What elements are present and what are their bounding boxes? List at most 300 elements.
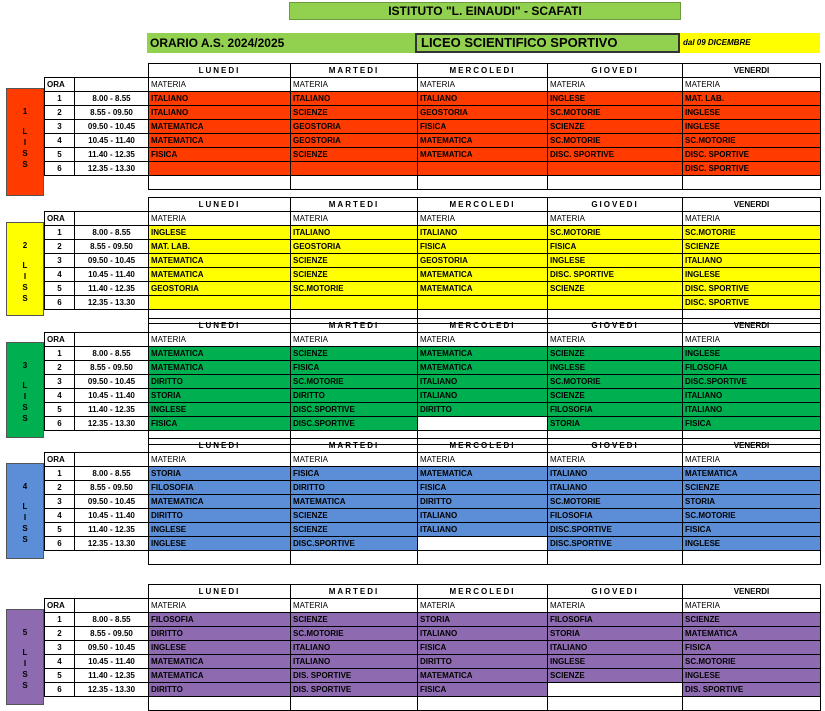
lesson-row <box>45 282 821 296</box>
period-time: 8.00 - 8.55 <box>75 613 149 627</box>
materia-header: MATERIA <box>683 453 821 467</box>
subject-cell <box>418 296 548 310</box>
subject-cell: MATEMATICA <box>149 268 291 282</box>
period-number: 5 <box>45 403 75 417</box>
class-letter: S <box>22 670 28 679</box>
class-letter: S <box>22 414 28 423</box>
materia-header: MATERIA <box>149 78 291 92</box>
subject-cell: FILOSOFIA <box>548 509 683 523</box>
materia-header: MATERIA <box>548 212 683 226</box>
subject-cell: DIRITTO <box>291 481 418 495</box>
day-header-venerdi: VENERDI <box>683 439 821 453</box>
subject-cell: SC.MOTORIE <box>548 226 683 240</box>
subject-cell: ITALIANO <box>149 92 291 106</box>
subject-cell <box>548 683 683 697</box>
subject-cell: MAT. LAB. <box>683 92 821 106</box>
subject-cell: FILOSOFIA <box>548 613 683 627</box>
period-time: 8.55 - 09.50 <box>75 481 149 495</box>
period-number: 2 <box>45 627 75 641</box>
subject-cell: MATEMATICA <box>418 361 548 375</box>
subject-cell: SCIENZE <box>291 613 418 627</box>
subject-cell: DISC.SPORTIVE <box>548 523 683 537</box>
materia-header: MATERIA <box>149 453 291 467</box>
day-header-martedi: MARTEDI <box>291 439 418 453</box>
day-header-venerdi: VENERDI <box>683 198 821 212</box>
day-header-venerdi: VENERDI <box>683 585 821 599</box>
subject-cell: INGLESE <box>548 655 683 669</box>
subject-cell: ITALIANO <box>291 655 418 669</box>
class-label-2 <box>6 222 44 316</box>
subject-cell: INGLESE <box>683 537 821 551</box>
subject-cell: FISICA <box>683 523 821 537</box>
period-time: 10.45 - 11.40 <box>75 134 149 148</box>
subject-cell: DISC. SPORTIVE <box>548 268 683 282</box>
class-letter: I <box>23 272 27 281</box>
period-number: 3 <box>45 254 75 268</box>
class-number: 3 <box>22 361 28 370</box>
institute-title: ISTITUTO "L. EINAUDI" - SCAFATI <box>289 2 681 20</box>
materia-header: MATERIA <box>418 453 548 467</box>
period-time: 11.40 - 12.35 <box>75 403 149 417</box>
period-number: 6 <box>45 417 75 431</box>
lesson-row <box>45 120 821 134</box>
period-number: 2 <box>45 106 75 120</box>
subject-cell <box>548 296 683 310</box>
period-number: 5 <box>45 669 75 683</box>
period-time: 12.35 - 13.30 <box>75 417 149 431</box>
subject-cell: SC.MOTORIE <box>683 509 821 523</box>
subject-cell: STORIA <box>418 613 548 627</box>
lesson-row <box>45 148 821 162</box>
subject-cell: SCIENZE <box>291 268 418 282</box>
day-header-lunedi: LUNEDI <box>149 198 291 212</box>
materia-header: MATERIA <box>683 212 821 226</box>
period-number: 1 <box>45 226 75 240</box>
subject-cell: INGLESE <box>683 347 821 361</box>
lesson-row <box>45 509 821 523</box>
day-header-giovedi: GIOVEDI <box>548 198 683 212</box>
day-header-lunedi: LUNEDI <box>149 585 291 599</box>
day-header-mercoledi: MERCOLEDI <box>418 198 548 212</box>
class-letter: I <box>23 659 27 668</box>
subject-cell: FISICA <box>548 240 683 254</box>
subject-cell: SCIENZE <box>291 254 418 268</box>
lesson-row <box>45 641 821 655</box>
subject-cell: ITALIANO <box>548 467 683 481</box>
subject-cell: DIRITTO <box>149 683 291 697</box>
subject-cell: ITALIANO <box>418 226 548 240</box>
period-number: 3 <box>45 120 75 134</box>
period-number: 5 <box>45 282 75 296</box>
subject-cell: INGLESE <box>683 106 821 120</box>
materia-header: MATERIA <box>149 333 291 347</box>
day-header-giovedi: GIOVEDI <box>548 585 683 599</box>
subject-cell: STORIA <box>548 627 683 641</box>
materia-header: MATERIA <box>291 453 418 467</box>
subject-cell: DIRITTO <box>418 495 548 509</box>
subject-cell: MATEMATICA <box>149 120 291 134</box>
period-number: 4 <box>45 389 75 403</box>
subject-cell: MATEMATICA <box>683 627 821 641</box>
lesson-row <box>45 296 821 310</box>
lesson-row <box>45 627 821 641</box>
subject-cell: DISC.SPORTIVE <box>683 375 821 389</box>
subject-cell: SC.MOTORIE <box>683 134 821 148</box>
period-time: 10.45 - 11.40 <box>75 389 149 403</box>
period-number: 6 <box>45 162 75 176</box>
subject-cell: DISC.SPORTIVE <box>291 417 418 431</box>
period-time: 09.50 - 10.45 <box>75 120 149 134</box>
subject-cell: MATEMATICA <box>418 134 548 148</box>
subject-cell: MATEMATICA <box>149 669 291 683</box>
lesson-row <box>45 347 821 361</box>
materia-header: MATERIA <box>291 599 418 613</box>
start-date-label: dal 09 DICEMBRE <box>680 33 820 53</box>
lesson-row <box>45 495 821 509</box>
subject-cell: MATEMATICA <box>418 347 548 361</box>
period-number: 3 <box>45 641 75 655</box>
materia-header: MATERIA <box>291 78 418 92</box>
period-time: 8.00 - 8.55 <box>75 92 149 106</box>
subject-cell: FISICA <box>149 148 291 162</box>
day-header-giovedi: GIOVEDI <box>548 64 683 78</box>
period-number: 6 <box>45 683 75 697</box>
subject-cell: MATEMATICA <box>149 134 291 148</box>
subject-cell: FISICA <box>418 120 548 134</box>
ora-header: ORA <box>45 453 75 467</box>
class-label-3 <box>6 342 44 438</box>
lesson-row <box>45 106 821 120</box>
subject-cell: ITALIANO <box>291 641 418 655</box>
period-time: 8.55 - 09.50 <box>75 106 149 120</box>
class-letter: S <box>22 283 28 292</box>
subject-cell <box>418 162 548 176</box>
subject-cell: SCIENZE <box>291 148 418 162</box>
materia-header: MATERIA <box>149 212 291 226</box>
lesson-row <box>45 613 821 627</box>
timetable-class-3 <box>44 318 821 445</box>
period-time: 09.50 - 10.45 <box>75 495 149 509</box>
class-label-5 <box>6 609 44 705</box>
day-header-lunedi: LUNEDI <box>149 319 291 333</box>
class-letter: S <box>22 294 28 303</box>
class-letter: L <box>22 261 28 270</box>
subject-cell: MATEMATICA <box>418 669 548 683</box>
period-number: 6 <box>45 296 75 310</box>
timetable-class-5 <box>44 584 821 711</box>
materia-header: MATERIA <box>291 212 418 226</box>
ora-header: ORA <box>45 212 75 226</box>
period-time: 8.00 - 8.55 <box>75 347 149 361</box>
subject-cell: GEOSTORIA <box>418 254 548 268</box>
lesson-row <box>45 403 821 417</box>
class-letter: L <box>22 381 28 390</box>
day-header-lunedi: LUNEDI <box>149 439 291 453</box>
class-label-4 <box>6 463 44 559</box>
day-header-mercoledi: MERCOLEDI <box>418 439 548 453</box>
subject-cell: INGLESE <box>149 226 291 240</box>
day-header-mercoledi: MERCOLEDI <box>418 64 548 78</box>
subject-cell: MATEMATICA <box>418 148 548 162</box>
ora-header: ORA <box>45 78 75 92</box>
materia-header: MATERIA <box>683 333 821 347</box>
materia-header: MATERIA <box>149 599 291 613</box>
subject-cell <box>291 162 418 176</box>
period-number: 1 <box>45 467 75 481</box>
subject-cell: ITALIANO <box>149 106 291 120</box>
subject-cell: FISICA <box>418 683 548 697</box>
subject-cell: ITALIANO <box>418 389 548 403</box>
day-header-giovedi: GIOVEDI <box>548 439 683 453</box>
period-time: 10.45 - 11.40 <box>75 268 149 282</box>
subject-cell: STORIA <box>149 467 291 481</box>
subject-cell: SC.MOTORIE <box>548 106 683 120</box>
period-time: 11.40 - 12.35 <box>75 669 149 683</box>
subject-cell: DISC.SPORTIVE <box>548 537 683 551</box>
subject-cell: STORIA <box>548 417 683 431</box>
subject-cell: ITALIANO <box>291 92 418 106</box>
subject-cell: FISICA <box>149 417 291 431</box>
period-number: 2 <box>45 481 75 495</box>
subject-cell: MATEMATICA <box>149 347 291 361</box>
materia-header: MATERIA <box>683 599 821 613</box>
class-letter: I <box>23 392 27 401</box>
subject-cell: FISICA <box>418 641 548 655</box>
subject-cell: DISC.SPORTIVE <box>291 403 418 417</box>
period-time: 12.35 - 13.30 <box>75 537 149 551</box>
materia-header: MATERIA <box>418 212 548 226</box>
day-header-giovedi: GIOVEDI <box>548 319 683 333</box>
subject-cell: SCIENZE <box>548 389 683 403</box>
period-time: 8.00 - 8.55 <box>75 467 149 481</box>
subject-cell: SCIENZE <box>683 481 821 495</box>
materia-header: MATERIA <box>548 78 683 92</box>
subject-cell: ITALIANO <box>418 509 548 523</box>
subject-cell: DIRITTO <box>291 389 418 403</box>
subject-cell: SC.MOTORIE <box>291 627 418 641</box>
subject-cell: ITALIANO <box>548 481 683 495</box>
subject-cell: ITALIANO <box>418 92 548 106</box>
day-header-mercoledi: MERCOLEDI <box>418 585 548 599</box>
subject-cell: GEOSTORIA <box>291 120 418 134</box>
period-time: 10.45 - 11.40 <box>75 655 149 669</box>
subject-cell: MATEMATICA <box>683 467 821 481</box>
subject-cell: MATEMATICA <box>149 655 291 669</box>
timetable-class-2 <box>44 197 821 324</box>
period-time: 09.50 - 10.45 <box>75 375 149 389</box>
lesson-row <box>45 240 821 254</box>
materia-header: MATERIA <box>548 453 683 467</box>
materia-header: MATERIA <box>548 333 683 347</box>
ora-header: ORA <box>45 333 75 347</box>
materia-header: MATERIA <box>418 78 548 92</box>
subject-cell: GEOSTORIA <box>291 240 418 254</box>
period-number: 4 <box>45 268 75 282</box>
subject-cell: INGLESE <box>683 120 821 134</box>
day-header-martedi: MARTEDI <box>291 585 418 599</box>
period-time: 09.50 - 10.45 <box>75 254 149 268</box>
subject-cell: ITALIANO <box>683 254 821 268</box>
period-number: 5 <box>45 148 75 162</box>
class-letter: S <box>22 149 28 158</box>
lesson-row <box>45 389 821 403</box>
subject-cell: SC.MOTORIE <box>548 134 683 148</box>
period-time: 8.55 - 09.50 <box>75 240 149 254</box>
subject-cell: STORIA <box>149 389 291 403</box>
subject-cell: SCIENZE <box>548 669 683 683</box>
day-header-mercoledi: MERCOLEDI <box>418 319 548 333</box>
subject-cell: FISICA <box>418 240 548 254</box>
subject-cell: SCIENZE <box>548 282 683 296</box>
period-number: 4 <box>45 655 75 669</box>
lesson-row <box>45 134 821 148</box>
subject-cell: INGLESE <box>149 523 291 537</box>
class-letter: L <box>22 648 28 657</box>
subject-cell: SC.MOTORIE <box>548 495 683 509</box>
subject-cell: ITALIANO <box>418 627 548 641</box>
subject-cell: FISICA <box>683 641 821 655</box>
subject-cell: ITALIANO <box>291 226 418 240</box>
period-number: 1 <box>45 92 75 106</box>
subject-cell: MATEMATICA <box>149 495 291 509</box>
subject-cell: MATEMATICA <box>291 495 418 509</box>
subject-cell: DISC. SPORTIVE <box>683 162 821 176</box>
period-time: 8.00 - 8.55 <box>75 226 149 240</box>
subject-cell: DIS. SPORTIVE <box>291 669 418 683</box>
materia-header: MATERIA <box>418 333 548 347</box>
subject-cell: SCIENZE <box>291 523 418 537</box>
class-label-1 <box>6 88 44 196</box>
period-number: 4 <box>45 509 75 523</box>
subject-cell: MATEMATICA <box>418 467 548 481</box>
class-number: 5 <box>22 628 28 637</box>
subject-cell: STORIA <box>683 495 821 509</box>
subject-cell: SC.MOTORIE <box>291 282 418 296</box>
subject-cell: SCIENZE <box>683 240 821 254</box>
subject-cell: MATEMATICA <box>149 254 291 268</box>
period-number: 6 <box>45 537 75 551</box>
lesson-row <box>45 92 821 106</box>
subject-cell: DISC.SPORTIVE <box>291 537 418 551</box>
day-header-martedi: MARTEDI <box>291 198 418 212</box>
lesson-row <box>45 254 821 268</box>
day-header-venerdi: VENERDI <box>683 319 821 333</box>
lesson-row <box>45 361 821 375</box>
subject-cell: ITALIANO <box>418 523 548 537</box>
period-time: 8.55 - 09.50 <box>75 361 149 375</box>
subject-cell: ITALIANO <box>418 375 548 389</box>
period-time: 11.40 - 12.35 <box>75 148 149 162</box>
subject-cell: INGLESE <box>548 92 683 106</box>
subject-cell: SCIENZE <box>683 613 821 627</box>
day-header-martedi: MARTEDI <box>291 64 418 78</box>
subject-cell: INGLESE <box>548 254 683 268</box>
class-letter: L <box>22 502 28 511</box>
subject-cell: GEOSTORIA <box>291 134 418 148</box>
lesson-row <box>45 268 821 282</box>
subject-cell: FILOSOFIA <box>149 613 291 627</box>
timetable-class-1 <box>44 63 821 190</box>
subject-cell: SC.MOTORIE <box>683 226 821 240</box>
subject-cell: DIRITTO <box>149 627 291 641</box>
lesson-row <box>45 162 821 176</box>
period-number: 3 <box>45 375 75 389</box>
subject-cell: FILOSOFIA <box>683 361 821 375</box>
subject-cell: DIRITTO <box>149 375 291 389</box>
ora-header: ORA <box>45 599 75 613</box>
materia-header: MATERIA <box>291 333 418 347</box>
subject-cell: SC.MOTORIE <box>548 375 683 389</box>
subject-cell: ITALIANO <box>683 403 821 417</box>
timetable-class-4 <box>44 438 821 565</box>
class-letter: S <box>22 524 28 533</box>
lesson-row <box>45 669 821 683</box>
class-number: 1 <box>22 107 28 116</box>
subject-cell: GEOSTORIA <box>149 282 291 296</box>
subject-cell: DIS. SPORTIVE <box>683 683 821 697</box>
subject-cell: DIRITTO <box>418 403 548 417</box>
subject-cell: FISICA <box>291 467 418 481</box>
subject-cell <box>149 296 291 310</box>
period-time: 11.40 - 12.35 <box>75 523 149 537</box>
subject-cell: FISICA <box>418 481 548 495</box>
period-time: 10.45 - 11.40 <box>75 509 149 523</box>
class-letter: S <box>22 535 28 544</box>
subject-cell: SCIENZE <box>291 347 418 361</box>
lesson-row <box>45 537 821 551</box>
lesson-row <box>45 467 821 481</box>
materia-header: MATERIA <box>683 78 821 92</box>
subject-cell: DIS. SPORTIVE <box>291 683 418 697</box>
subject-cell: DISC. SPORTIVE <box>683 148 821 162</box>
subject-cell: GEOSTORIA <box>418 106 548 120</box>
class-letter: I <box>23 138 27 147</box>
period-number: 1 <box>45 347 75 361</box>
lesson-row <box>45 655 821 669</box>
subject-cell: SC.MOTORIE <box>291 375 418 389</box>
subject-cell: FISICA <box>683 417 821 431</box>
subject-cell: MAT. LAB. <box>149 240 291 254</box>
subject-cell: ITALIANO <box>683 389 821 403</box>
period-number: 3 <box>45 495 75 509</box>
subject-cell: FILOSOFIA <box>548 403 683 417</box>
liceo-label: LICEO SCIENTIFICO SPORTIVO <box>415 33 680 53</box>
subject-cell <box>548 162 683 176</box>
class-letter: L <box>22 127 28 136</box>
subject-cell: SCIENZE <box>548 120 683 134</box>
subject-cell: MATEMATICA <box>418 282 548 296</box>
materia-header: MATERIA <box>418 599 548 613</box>
subject-cell: MATEMATICA <box>418 268 548 282</box>
subject-cell: SCIENZE <box>548 347 683 361</box>
period-time: 12.35 - 13.30 <box>75 296 149 310</box>
class-letter: S <box>22 160 28 169</box>
period-number: 2 <box>45 240 75 254</box>
lesson-row <box>45 481 821 495</box>
lesson-row <box>45 523 821 537</box>
subject-cell <box>418 417 548 431</box>
period-number: 5 <box>45 523 75 537</box>
subject-cell: INGLESE <box>149 537 291 551</box>
class-number: 2 <box>22 241 28 250</box>
lesson-row <box>45 226 821 240</box>
subject-cell: INGLESE <box>149 403 291 417</box>
class-number: 4 <box>22 482 28 491</box>
subject-cell <box>149 162 291 176</box>
subject-cell: DISC. SPORTIVE <box>548 148 683 162</box>
period-number: 2 <box>45 361 75 375</box>
period-number: 1 <box>45 613 75 627</box>
